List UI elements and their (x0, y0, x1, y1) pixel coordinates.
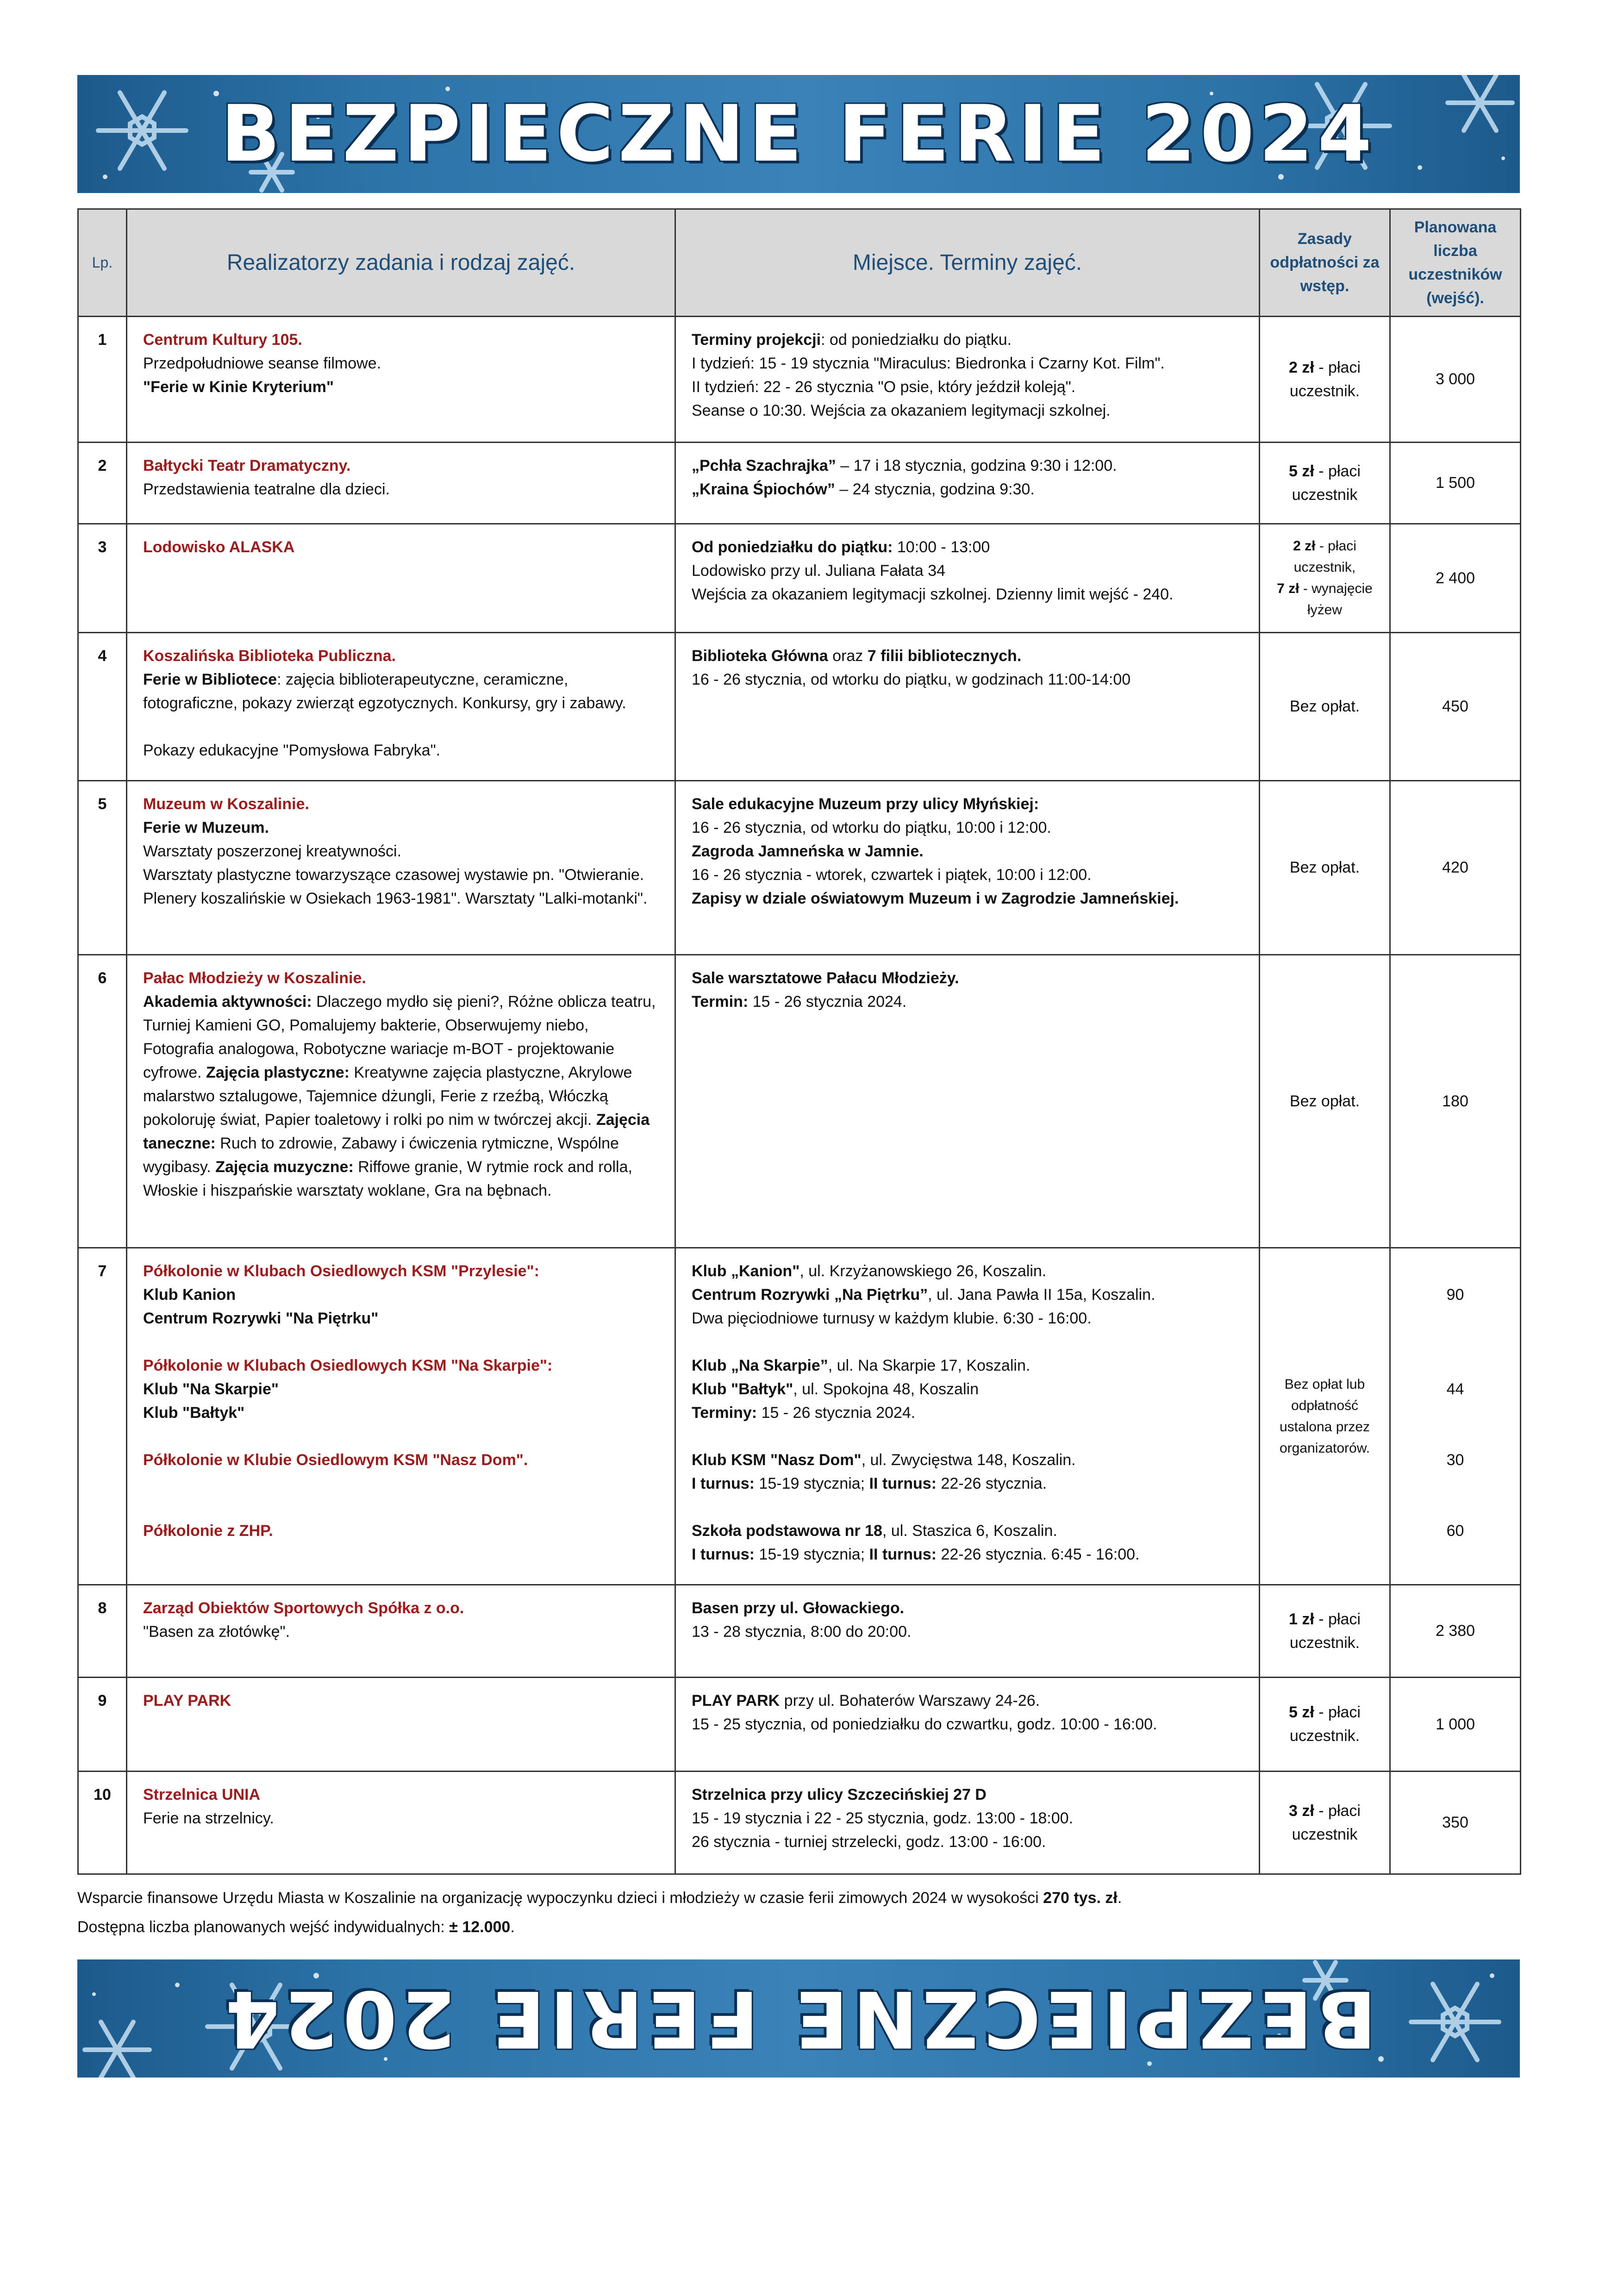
activity-text: Przedpołudniowe seanse filmowe. (143, 355, 381, 372)
fee-text: - płaci uczestnik. (1289, 1703, 1361, 1745)
place-text: 15-19 stycznia; (754, 1546, 869, 1563)
planned-count: 44 (1446, 1380, 1464, 1398)
fee-amount: 5 zł (1289, 1703, 1314, 1721)
fee-cell: Bez opłat. (1260, 781, 1390, 955)
place-text: 15 - 25 stycznia, od poniedziałku do czwartku, godz. 10:00 - 16:00. (692, 1716, 1157, 1733)
place-label: Centrum Rozrywki „Na Piętrku” (692, 1286, 928, 1304)
organizer-name: PLAY PARK (143, 1692, 231, 1710)
organizer-name: Półkolonie w Klubie Osiedlowym KSM "Nasz Dom". (143, 1451, 528, 1469)
row-number: 5 (78, 781, 127, 955)
funding-text: . (1117, 1889, 1122, 1907)
row-number: 8 (78, 1585, 127, 1678)
funding-note (77, 1886, 1122, 1910)
organizer-name: Półkolonie w Klubach Osiedlowych KSM "Przylesie": (143, 1262, 539, 1280)
table-row (78, 524, 1521, 633)
fee-amount: 2 zł (1293, 538, 1316, 554)
place-label: I turnus: (692, 1546, 755, 1563)
organizer-cell (127, 443, 675, 524)
planned-count: 90 (1446, 1286, 1464, 1304)
fee-cell: Bez opłat. (1260, 955, 1390, 1248)
place-cell (675, 524, 1260, 633)
club-name: Klub "Bałtyk" (143, 1404, 245, 1422)
bottom-banner (77, 1959, 1520, 2078)
entries-text: . (510, 1918, 515, 1936)
planned-count: 1 500 (1390, 443, 1521, 524)
planned-count: 2 400 (1390, 524, 1521, 633)
row-number: 2 (78, 443, 127, 524)
activity-text: Pokazy edukacyjne "Pomysłowa Fabryka". (143, 742, 441, 759)
place-cell (675, 1772, 1260, 1874)
row-number: 6 (78, 955, 127, 1248)
place-text: 26 stycznia - turniej strzelecki, godz. 13:00 - 16:00. (692, 1833, 1046, 1851)
place-label: I turnus: (692, 1475, 755, 1492)
organizer-cell (127, 1585, 675, 1678)
fee-cell: Bez opłat. (1260, 633, 1390, 781)
place-cell (675, 955, 1260, 1248)
place-text: oraz (828, 647, 868, 665)
organizer-name: Strzelnica UNIA (143, 1786, 261, 1803)
entries-text: Dostępna liczba planowanych wejść indywidualnych: (77, 1918, 450, 1936)
place-label: Sale warsztatowe Pałacu Młodzieży. (692, 969, 959, 987)
place-cell (675, 443, 1260, 524)
row-number: 10 (78, 1772, 127, 1874)
table-row (78, 1678, 1521, 1772)
funding-amount: 270 tys. zł (1043, 1889, 1118, 1907)
place-label: Klub „Na Skarpie” (692, 1357, 828, 1374)
place-text: – 17 i 18 stycznia, godzina 9:30 i 12:00. (836, 457, 1117, 474)
fee-text: - płaci uczestnik. (1289, 1610, 1361, 1652)
place-label: Biblioteka Główna (692, 647, 828, 665)
activity-text: Ruch to zdrowie, Zabawy i ćwiczenia rytmiczne, Wspólne wygibasy. (143, 1135, 619, 1176)
fee-cell (1260, 1772, 1390, 1874)
activity-label: Ferie w Muzeum. (143, 819, 269, 836)
activity-label: Ferie w Bibliotece (143, 671, 277, 688)
planned-count: 450 (1390, 633, 1521, 781)
fee-cell (1260, 1678, 1390, 1772)
table-row (78, 1772, 1521, 1874)
activity-label: Zajęcia muzyczne: (215, 1158, 354, 1176)
fee-cell (1260, 443, 1390, 524)
place-label: Terminy projekcji (692, 331, 821, 349)
organizer-cell (127, 1678, 675, 1772)
place-text: II tydzień: 22 - 26 stycznia "O psie, który jeździł koleją". (692, 378, 1076, 396)
funding-text: Wsparcie finansowe Urzędu Miasta w Koszalinie na organizację wypoczynku dzieci i młodzieży w czasie ferii zimowych 2024 w wysokości (77, 1889, 1043, 1907)
planned-count: 180 (1390, 955, 1521, 1248)
place-label: 7 filii bibliotecznych. (867, 647, 1022, 665)
planned-count: 3 000 (1390, 317, 1521, 443)
place-text: Dwa pięciodniowe turnusy w każdym klubie. 6:30 - 16:00. (692, 1310, 1092, 1327)
show-title: „Kraina Śpiochów” (692, 480, 835, 498)
activity-text (143, 990, 659, 1203)
place-text: 15 - 26 stycznia 2024. (748, 993, 907, 1011)
place-cell (675, 1585, 1260, 1678)
place-label: Terminy: (692, 1404, 757, 1422)
place-cell (675, 1248, 1260, 1585)
place-label: Sale edukacyjne Muzeum przy ulicy Młyńskiej: (692, 795, 1039, 813)
row-number: 9 (78, 1678, 127, 1772)
place-text: , ul. Zwycięstwa 148, Koszalin. (861, 1451, 1076, 1469)
fee-amount: 3 zł (1289, 1802, 1314, 1820)
place-label: Basen przy ul. Głowackiego. (692, 1599, 905, 1617)
place-label: Klub „Kanion" (692, 1262, 800, 1280)
place-label: Strzelnica przy ulicy Szczecińskiej 27 D (692, 1786, 987, 1803)
activity-text: Kreatywne zajęcia plastyczne, Akrylowe malarstwo sztalugowe, Tajemnice dżungli, Ferie z rzeźbą, Włóczką pokoloruję świat, Papier toaletowy i rolki po nim w twórczej akcji. (143, 1064, 632, 1129)
organizer-cell (127, 781, 675, 955)
activity-text: Przedstawienia teatralne dla dzieci. (143, 480, 390, 498)
header-organizers: Realizatorzy zadania i rodzaj zajęć. (127, 209, 675, 317)
place-text: 16 - 26 stycznia, od wtorku do piątku, w godzinach 11:00-14:00 (692, 671, 1131, 688)
club-name: Klub "Na Skarpie" (143, 1380, 279, 1398)
place-text: Seanse o 10:30. Wejścia za okazaniem legitymacji szkolnej. (692, 402, 1111, 419)
activity-label: Zajęcia taneczne: (143, 1111, 650, 1152)
table-row (78, 955, 1521, 1248)
place-text: 16 - 26 stycznia, od wtorku do piątku, 10:00 i 12:00. (692, 819, 1051, 836)
place-label: II turnus: (869, 1475, 937, 1492)
organizer-cell (127, 955, 675, 1248)
activity-text: "Basen za złotówkę". (143, 1623, 290, 1641)
organizer-cell (127, 524, 675, 633)
organizer-cell (127, 633, 675, 781)
place-cell (675, 1678, 1260, 1772)
header-fees: Zasady odpłatności za wstęp. (1260, 209, 1390, 317)
place-text: I tydzień: 15 - 19 stycznia "Miraculus: Biedronka i Czarny Kot. Film". (692, 355, 1165, 372)
place-text: , ul. Spokojna 48, Koszalin (793, 1380, 979, 1398)
place-cell (675, 317, 1260, 443)
fee-cell (1260, 317, 1390, 443)
place-text: , ul. Krzyżanowskiego 26, Koszalin. (800, 1262, 1047, 1280)
show-title: „Pchła Szachrajka” (692, 457, 836, 474)
place-text: , ul. Staszica 6, Koszalin. (882, 1522, 1057, 1540)
activity-label: Zajęcia plastyczne: (206, 1064, 350, 1081)
organizer-cell (127, 1772, 675, 1874)
fee-cell: Bez opłat lub odpłatność ustalona przez organizatorów. (1260, 1248, 1390, 1585)
planned-count: 2 380 (1390, 1585, 1521, 1678)
planned-count: 350 (1390, 1772, 1521, 1874)
table-row (78, 443, 1521, 524)
place-text: 15-19 stycznia; (754, 1475, 869, 1492)
place-text: : od poniedziałku do piątku. (821, 331, 1012, 349)
planned-count: 60 (1446, 1522, 1464, 1540)
fee-cell (1260, 1585, 1390, 1678)
table-row (78, 1248, 1521, 1585)
organizer-name: Muzeum w Koszalinie. (143, 795, 309, 813)
place-text: 22-26 stycznia. (936, 1475, 1047, 1492)
table-header-row (78, 209, 1521, 317)
activity-text: : zajęcia biblioterapeutyczne, ceramiczne, fotograficzne, pokazy zwierząt egzotycznych. Konkursy, gry i zabawy. (143, 671, 626, 712)
banner-title: BEZPIECZNE FERIE 2024 (220, 88, 1377, 179)
place-text: Wejścia za okazaniem legitymacji szkolnej. Dzienny limit wejść - 240. (692, 586, 1174, 603)
place-label: Klub "Bałtyk" (692, 1380, 793, 1398)
organizer-name: Pałac Młodzieży w Koszalinie. (143, 969, 366, 987)
place-text: , ul. Na Skarpie 17, Koszalin. (828, 1357, 1031, 1374)
planned-count: 30 (1446, 1451, 1464, 1469)
fee-text: - wynajęcie łyżew (1299, 581, 1373, 618)
place-text: 16 - 26 stycznia - wtorek, czwartek i piątek, 10:00 i 12:00. (692, 866, 1092, 884)
activity-text: Dlaczego mydło się pieni?, Różne oblicza teatru, Turniej Kamieni GO, Pomalujemy bakterie, Obserwujemy niebo, Fotografia analogowa, Robotyczne wariacje m-BOT - projektowanie cyfrowe. (143, 993, 656, 1081)
activity-text: Ferie na strzelnicy. (143, 1809, 274, 1827)
header-lp: Lp. (78, 209, 127, 317)
place-label: II turnus: (869, 1546, 937, 1563)
row-number: 1 (78, 317, 127, 443)
activity-text: Warsztaty plastyczne towarzyszące czasowej wystawie pn. "Otwieranie. Plenery koszalińskie w Osiekach 1963-1981". Warsztaty "Lalki-motanki". (143, 866, 648, 907)
fee-text: - płaci uczestnik (1292, 1802, 1361, 1843)
place-text: – 24 stycznia, godzina 9:30. (835, 480, 1035, 498)
planned-count: 420 (1390, 781, 1521, 955)
place-text: 10:00 - 13:00 (893, 538, 990, 556)
activity-text: Riffowe granie, W rytmie rock and rolla, Włoskie i hiszpańskie warsztaty woklane, Gra na bębnach. (143, 1158, 632, 1199)
place-label: Termin: (692, 993, 749, 1011)
table-row (78, 633, 1521, 781)
place-label: Zagroda Jamneńska w Jamnie. (692, 842, 924, 860)
organizer-cell (127, 1248, 675, 1585)
place-text: 15 - 19 stycznia i 22 - 25 stycznia, godz. 13:00 - 18:00. (692, 1809, 1074, 1827)
entries-amount: ± 12.000 (449, 1918, 511, 1936)
place-text: Lodowisko przy ul. Juliana Fałata 34 (692, 562, 946, 580)
fee-text: - płaci uczestnik. (1289, 358, 1361, 400)
organizer-name: Półkolonie z ZHP. (143, 1522, 273, 1540)
fee-cell (1260, 524, 1390, 633)
organizer-name: Półkolonie w Klubach Osiedlowych KSM "Na Skarpie": (143, 1357, 553, 1374)
row-number: 3 (78, 524, 127, 633)
fee-text: - płaci uczestnik, (1293, 538, 1356, 575)
place-text: 22-26 stycznia. 6:45 - 16:00. (936, 1546, 1140, 1563)
place-cell (675, 781, 1260, 955)
top-banner (77, 75, 1520, 193)
organizer-name: Lodowisko ALASKA (143, 538, 295, 556)
place-label: Klub KSM "Nasz Dom" (692, 1451, 862, 1469)
place-text: , ul. Jana Pawła II 15a, Koszalin. (928, 1286, 1156, 1304)
organizer-name: Zarząd Obiektów Sportowych Spółka z o.o. (143, 1599, 464, 1617)
place-label: Od poniedziałku do piątku: (692, 538, 893, 556)
organizer-name: Centrum Kultury 105. (143, 331, 302, 349)
fee-amount: 5 zł (1289, 462, 1314, 480)
planned-count: 1 000 (1390, 1678, 1521, 1772)
organizer-name: Bałtycki Teatr Dramatyczny. (143, 457, 351, 474)
fee-text: - płaci uczestnik (1292, 462, 1361, 504)
planned-count-cell (1390, 1248, 1521, 1585)
place-label: PLAY PARK (692, 1692, 780, 1710)
fee-amount: 1 zł (1289, 1610, 1314, 1628)
entries-note (77, 1915, 515, 1939)
activity-label: Akademia aktywności: (143, 993, 312, 1011)
organizer-name: Koszalińska Biblioteka Publiczna. (143, 647, 396, 665)
activity-text: Warsztaty poszerzonej kreatywności. (143, 842, 402, 860)
club-name: Klub Kanion (143, 1286, 236, 1304)
place-label: Szkoła podstawowa nr 18 (692, 1522, 882, 1540)
events-table (77, 208, 1521, 1875)
activity-title: "Ferie w Kinie Kryterium" (143, 378, 334, 396)
banner-title: BEZPIECZNE FERIE 2024 (220, 1973, 1377, 2064)
header-planned: Planowana liczba uczestników (wejść). (1390, 209, 1521, 317)
fee-amount: 7 zł (1277, 581, 1299, 596)
fee-amount: 2 zł (1289, 358, 1314, 376)
table-row (78, 781, 1521, 955)
place-text: 13 - 28 stycznia, 8:00 do 20:00. (692, 1623, 912, 1641)
table-row (78, 317, 1521, 443)
header-place: Miejsce. Terminy zajęć. (675, 209, 1260, 317)
place-cell (675, 633, 1260, 781)
place-label: Zapisy w dziale oświatowym Muzeum i w Zagrodzie Jamneńskiej. (692, 890, 1179, 907)
row-number: 7 (78, 1248, 127, 1585)
place-text: przy ul. Bohaterów Warszawy 24-26. (780, 1692, 1040, 1710)
club-name: Centrum Rozrywki "Na Piętrku" (143, 1310, 379, 1327)
table-row (78, 1585, 1521, 1678)
organizer-cell (127, 317, 675, 443)
row-number: 4 (78, 633, 127, 781)
place-text: 15 - 26 stycznia 2024. (757, 1404, 916, 1422)
